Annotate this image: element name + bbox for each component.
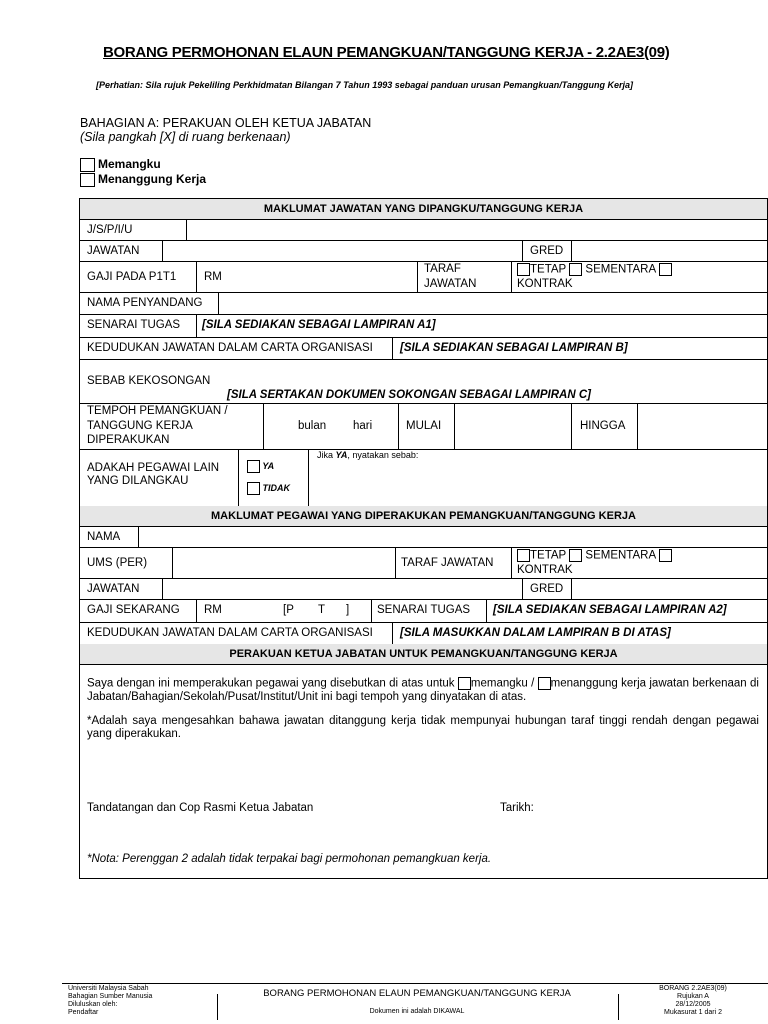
senarai-tugas-label: SENARAI TUGAS	[87, 319, 181, 331]
lampiran-c: [SILA SERTAKAN DOKUMEN SOKONGAN SEBAGAI LAMPIRAN C]	[227, 389, 591, 401]
form-title	[103, 44, 669, 61]
checkbox-memangku[interactable]	[458, 677, 471, 690]
gaji-sekarang-label: GAJI SEKARANG	[87, 604, 180, 616]
taraf-jawatan-label: TARAF JAWATAN	[401, 557, 494, 569]
bulan-label: bulan	[298, 420, 327, 432]
section-header-perakuan: PERAKUAN KETUA JABATAN UNTUK PEMANGKUAN/TANGGUNG KERJA	[80, 644, 767, 665]
p-label: [P	[283, 604, 294, 616]
jawatan-label-2: JAWATAN	[424, 278, 477, 290]
option-menanggung-kerja[interactable]	[80, 172, 206, 187]
checkbox[interactable]	[247, 460, 260, 473]
tempoh-label-2: TANGGUNG KERJA	[87, 420, 193, 432]
jawatan-label-pegawai: JAWATAN	[87, 583, 140, 595]
kontrak-label: KONTRAK	[517, 278, 573, 290]
rm-label-2: RM	[204, 604, 222, 616]
taraf-label: TARAF	[424, 263, 461, 275]
lampiran-b: [SILA SEDIAKAN SEBAGAI LAMPIRAN B]	[400, 342, 628, 354]
kedudukan-label: KEDUDUKAN JAWATAN DALAM CARTA ORGANISASI	[87, 342, 373, 354]
tempoh-label-3: DIPERAKUKAN	[87, 434, 170, 446]
senarai-tugas-label-2: SENARAI TUGAS	[377, 604, 471, 616]
bracket-close: ]	[346, 604, 350, 616]
section-header-pegawai: MAKLUMAT PEGAWAI YANG DIPERAKUKAN PEMANGKUAN/TANGGUNG KERJA	[80, 506, 767, 527]
checkbox[interactable]	[569, 549, 582, 562]
tarikh-label: Tarikh:	[500, 802, 534, 814]
footer-title: BORANG PERMOHONAN ELAUN PEMANGKUAN/TANGGUNG KERJA	[263, 988, 571, 999]
section-a-heading	[80, 116, 371, 144]
title-main: BORANG PERMOHONAN ELAUN PEMANGKUAN/TANGGUNG KERJA	[103, 44, 584, 61]
ya-option[interactable]: YA	[247, 460, 274, 473]
nama-label: NAMA	[87, 531, 121, 543]
option-label: Menanggung Kerja	[98, 172, 207, 186]
lampiran-b2: [SILA MASUKKAN DALAM LAMPIRAN B DI ATAS]	[400, 627, 671, 639]
checkbox[interactable]	[247, 482, 260, 495]
t-label: T	[318, 604, 326, 616]
checkbox[interactable]	[80, 158, 95, 172]
perakuan-paragraph-2: *Adalah saya mengesahkan bahawa jawatan ditanggung kerja tidak mempunyai hubungan taraf tinggi rendah dengan pegawai yang diperakukan.	[87, 715, 759, 740]
application-form	[79, 198, 768, 879]
sebab-kekosongan-label: SEBAB KEKOSONGAN	[87, 375, 211, 387]
page-footer	[62, 983, 768, 1020]
section-a-instruction: (Sila pangkah [X] di ruang berkenaan)	[80, 130, 291, 144]
hari-label: hari	[353, 420, 373, 432]
option-memangku[interactable]	[80, 157, 161, 172]
mulai-label: MULAI	[406, 420, 442, 432]
hingga-label: HINGGA	[580, 420, 626, 432]
rm-label: RM	[204, 271, 222, 283]
tetap-option-2[interactable]: TETAP SEMENTARA	[517, 549, 672, 562]
title-code: - 2.2AE3(09)	[583, 44, 670, 61]
option-label: Memangku	[98, 157, 161, 171]
ums-label: UMS (PER)	[87, 557, 148, 569]
footer-dikawal: Dokumen ini adalah DIKAWAL	[369, 1008, 465, 1015]
dilangkau-label-1: ADAKAH PEGAWAI LAIN	[87, 462, 220, 474]
nota: *Nota: Perenggan 2 adalah tidak terpakai bagi permohonan pemangkuan kerja.	[87, 853, 492, 865]
nama-penyandang-label: NAMA PENYANDANG	[87, 297, 203, 309]
gaji-p1t1-label: GAJI PADA P1T1	[87, 271, 177, 283]
lampiran-a2: [SILA SEDIAKAN SEBAGAI LAMPIRAN A2]	[493, 604, 727, 616]
footer-right: BORANG 2.2AE3(09) Rujukan A 28/12/2005 Mukasurat 1 dari 2	[659, 985, 727, 1016]
gred-label-pegawai: GRED	[530, 583, 564, 595]
jspiu-label: J/S/P/I/U	[87, 224, 133, 236]
checkbox[interactable]	[517, 263, 530, 276]
jawatan-label: JAWATAN	[87, 245, 140, 257]
checkbox-menanggung[interactable]	[538, 677, 551, 690]
kedudukan-label-2: KEDUDUKAN JAWATAN DALAM CARTA ORGANISASI	[87, 627, 373, 639]
notice: [Perhatian: Sila rujuk Pekeliling Perkhidmatan Bilangan 7 Tahun 1993 sebagai panduan urusan Pemangkuan/Tanggung Kerja]	[96, 80, 633, 90]
kontrak-label-2: KONTRAK	[517, 564, 573, 576]
lampiran-a1: [SILA SEDIAKAN SEBAGAI LAMPIRAN A1]	[202, 319, 436, 331]
footer-left: Universiti Malaysia Sabah Bahagian Sumber Manusia Diluluskan oleh: Pendaftar	[68, 985, 153, 1016]
checkbox[interactable]	[80, 173, 95, 187]
tandatangan-label: Tandatangan dan Cop Rasmi Ketua Jabatan	[87, 802, 314, 814]
section-a-title: BAHAGIAN A: PERAKUAN OLEH KETUA JABATAN	[80, 116, 372, 130]
tetap-option[interactable]: TETAP SEMENTARA	[517, 263, 672, 276]
dilangkau-label-2: YANG DILANGKAU	[87, 475, 189, 487]
tempoh-label-1: TEMPOH PEMANGKUAN /	[87, 405, 228, 417]
tidak-option[interactable]: TIDAK	[247, 482, 290, 495]
checkbox[interactable]	[659, 263, 672, 276]
section-header-jawatan: MAKLUMAT JAWATAN YANG DIPANGKU/TANGGUNG KERJA	[80, 199, 767, 220]
perakuan-paragraph-1: Saya dengan ini memperakukan pegawai yang disebutkan di atas untuk memangku / menanggung kerja jawatan berkenaan di Jabatan/Bahagian/Sekolah/Pusat/Institut/Unit ini bagi tempoh yang dinyatakan di atas.	[87, 677, 759, 703]
checkbox[interactable]	[569, 263, 582, 276]
jika-ya-note: Jika YA, nyatakan sebab:	[317, 450, 419, 460]
gred-label: GRED	[530, 245, 564, 257]
checkbox[interactable]	[659, 549, 672, 562]
checkbox[interactable]	[517, 549, 530, 562]
